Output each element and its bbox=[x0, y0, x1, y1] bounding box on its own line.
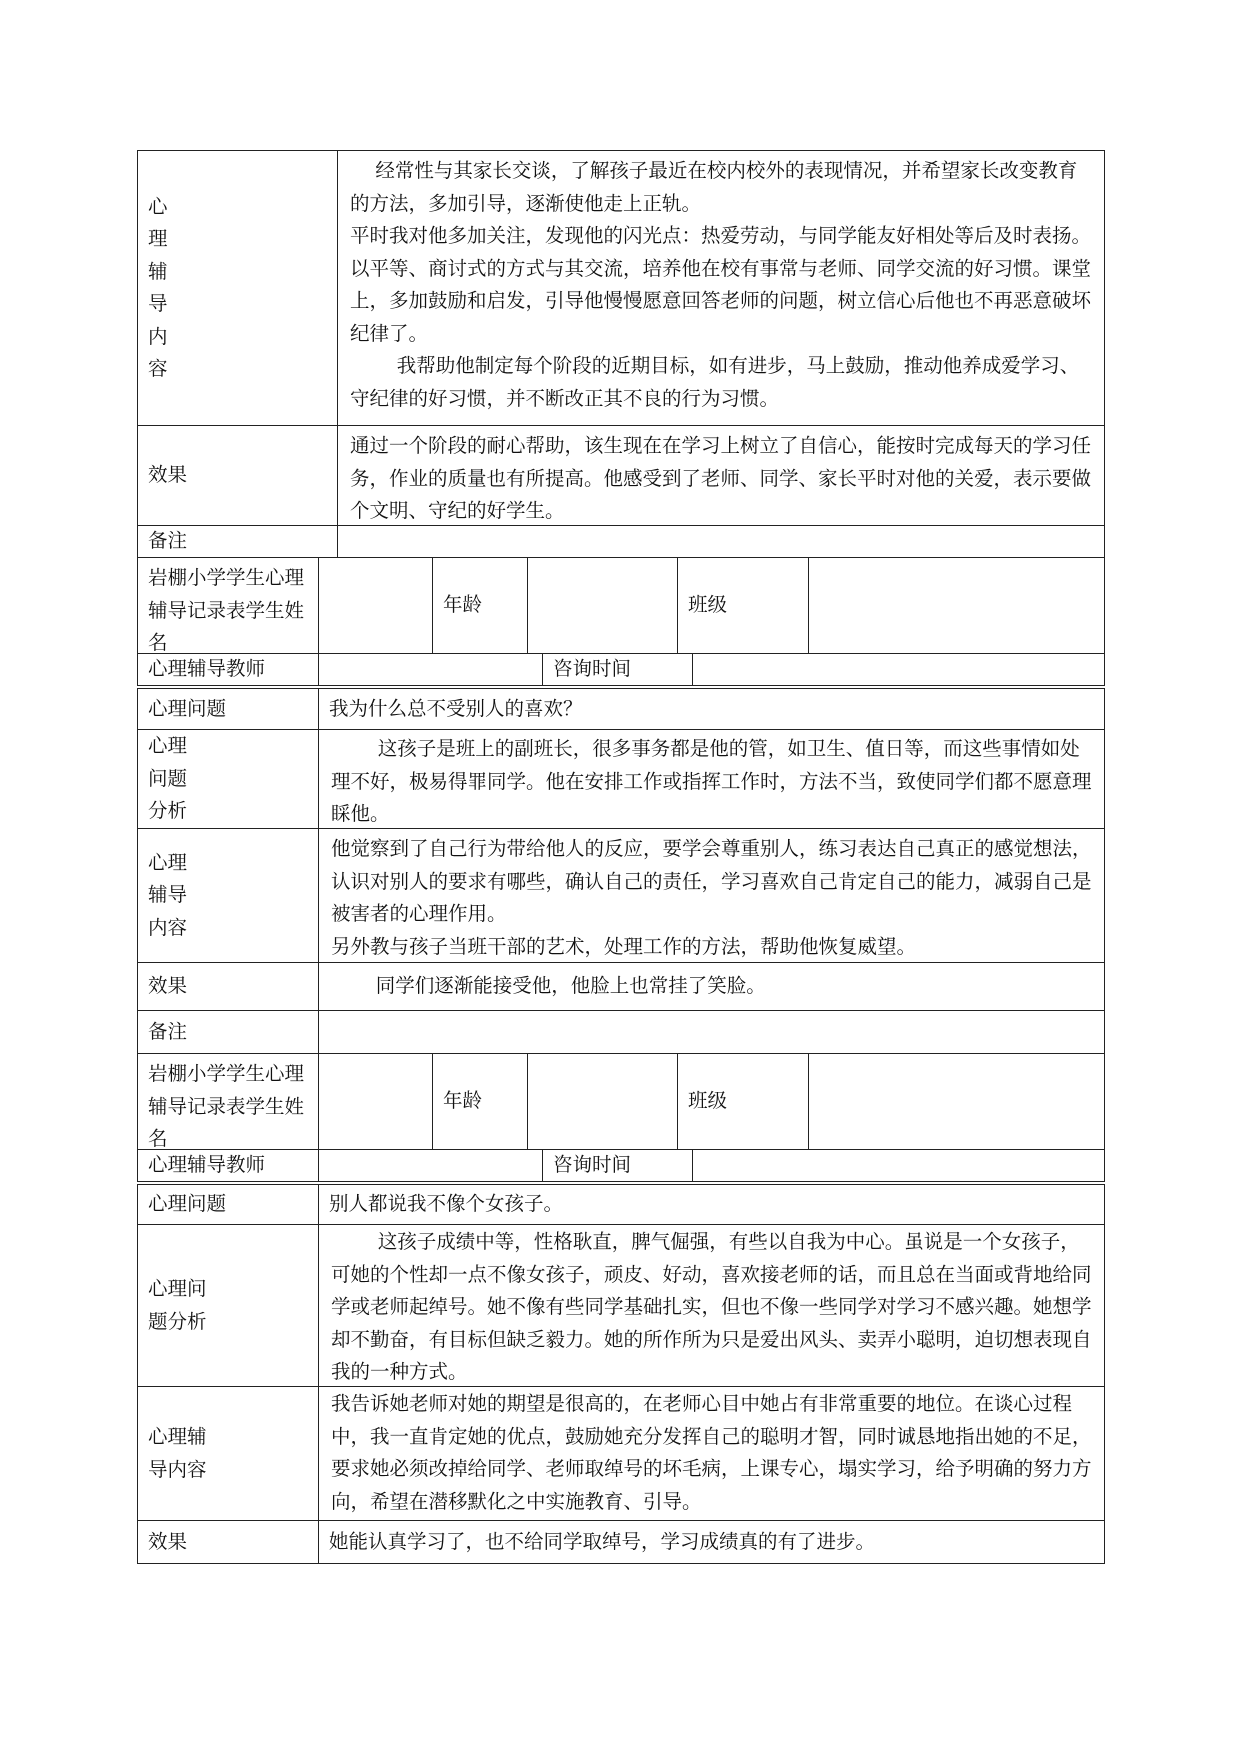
analysis-content: 这孩子成绩中等，性格耿直，脾气倔强，有些以自我为中心。虽说是一个女孩子，可她的个性却一点不像女孩子，顽皮、好动，喜欢接老师的话，而且总在当面或背地给同学或老师起绰号。她不像有些同学基础扎实，但也不像一些同学对学习不感兴趣。她想学却不勤奋，有目标但缺乏毅力。她的所作所为只是爱出风头、卖弄小聪明，迫切想表现自我的一种方式。 bbox=[331, 1230, 1092, 1383]
remark-value bbox=[319, 1011, 1104, 1053]
guidance-para: 他觉察到了自己行为带给他人的反应，要学会尊重别人，练习表达自己真正的感觉想法，认识对别人的要求有哪些，确认自己的责任，学习喜欢自己肯定自己的能力，减弱自己是被害者的心理作用。 bbox=[331, 837, 1092, 925]
guidance-label: 心理 辅导 内容 bbox=[138, 829, 319, 962]
class-value bbox=[809, 1054, 1104, 1149]
analysis-row bbox=[137, 1225, 1105, 1387]
age-label: 年龄 bbox=[433, 1054, 528, 1149]
teacher-label: 心理辅导教师 bbox=[138, 654, 319, 685]
effect-row bbox=[137, 1521, 1105, 1564]
time-label: 咨询时间 bbox=[543, 654, 693, 685]
time-value bbox=[693, 654, 1104, 685]
effect-content: 她能认真学习了，也不给同学取绰号，学习成绩真的有了进步。 bbox=[329, 1529, 876, 1553]
student-name-value bbox=[319, 1054, 433, 1149]
guidance-para: 经常性与其家长交谈，了解孩子最近在校内校外的表现情况，并希望家长改变教育的方法，多加引导，逐渐使他走上正轨。 bbox=[350, 159, 1078, 215]
teacher-label: 心理辅导教师 bbox=[138, 1150, 319, 1181]
guidance-content bbox=[319, 829, 1104, 962]
guidance-row bbox=[137, 1387, 1105, 1521]
remark-label: 备注 bbox=[138, 1011, 319, 1053]
effect-label: 效果 bbox=[138, 963, 319, 1010]
analysis-label: 心理 问题 分析 bbox=[138, 730, 319, 828]
teacher-value bbox=[319, 654, 543, 685]
remark-label: 备注 bbox=[138, 526, 338, 557]
teacher-value bbox=[319, 1150, 543, 1181]
guidance-content bbox=[338, 151, 1104, 425]
class-label: 班级 bbox=[678, 1054, 809, 1149]
teacher-row bbox=[137, 654, 1105, 686]
effect-label: 效果 bbox=[138, 426, 338, 525]
analysis-content: 这孩子是班上的副班长，很多事务都是他的管，如卫生、值日等，而这些事情如处理不好，极易得罪同学。他在安排工作或指挥工作时，方法不当，致使同学们都不愿意理睬他。 bbox=[331, 737, 1092, 825]
time-label: 咨询时间 bbox=[543, 1150, 693, 1181]
teacher-row bbox=[137, 1150, 1105, 1182]
problem-value: 我为什么总不受别人的喜欢？ bbox=[329, 696, 583, 720]
guidance-content: 我告诉她老师对她的期望是很高的，在老师心目中她占有非常重要的地位。在谈心过程中，我一直肯定她的优点，鼓励她充分发挥自己的聪明才智，同时诚恳地指出她的不足，要求她必须改掉给同学、老师取绰号的坏毛病，上课专心，塌实学习，给予明确的努力方向，希望在潜移默化之中实施教育、引导。 bbox=[331, 1392, 1092, 1513]
class-label: 班级 bbox=[678, 558, 809, 653]
guidance-row bbox=[137, 829, 1105, 963]
student-name-label: 岩棚小学学生心理辅导记录表学生姓名 bbox=[138, 558, 319, 653]
remark-row bbox=[137, 526, 1105, 558]
student-name-label: 岩棚小学学生心理辅导记录表学生姓名 bbox=[138, 1054, 319, 1149]
age-label: 年龄 bbox=[433, 558, 528, 653]
guidance-para: 我帮助他制定每个阶段的近期目标，如有进步，马上鼓励，推动他养成爱学习、守纪律的好习惯，并不断改正其不良的行为习惯。 bbox=[350, 354, 1080, 410]
guidance-row bbox=[137, 150, 1105, 426]
guidance-label: 心理辅 导内容 bbox=[138, 1387, 319, 1520]
analysis-label: 心理问 题分析 bbox=[138, 1225, 319, 1386]
effect-row bbox=[137, 963, 1105, 1011]
guidance-label: 心 理 辅 导 内 容 bbox=[138, 151, 338, 425]
remark-value bbox=[338, 526, 1104, 557]
analysis-row bbox=[137, 730, 1105, 829]
time-value bbox=[693, 1150, 1104, 1181]
problem-value: 别人都说我不像个女孩子。 bbox=[329, 1192, 564, 1216]
effect-content: 通过一个阶段的耐心帮助，该生现在在学习上树立了自信心，能按时完成每天的学习任务，作业的质量也有所提高。他感受到了老师、同学、家长平时对他的关爱，表示要做个文明、守纪的好学生。 bbox=[350, 434, 1092, 522]
effect-content: 同学们逐渐能接受他，他脸上也常挂了笑脸。 bbox=[375, 974, 766, 998]
remark-row bbox=[137, 1011, 1105, 1054]
problem-label: 心理问题 bbox=[138, 689, 319, 729]
guidance-para: 平时我对他多加关注，发现他的闪光点：热爱劳动，与同学能友好相处等后及时表扬。以平等、商讨式的方式与其交流，培养他在校有事常与老师、同学交流的好习惯。课堂上，多加鼓励和启发，引导他慢慢愿意回答老师的问题，树立信心后他也不再恶意破坏纪律了。 bbox=[350, 224, 1092, 345]
problem-label: 心理问题 bbox=[138, 1185, 319, 1224]
age-value bbox=[528, 1054, 678, 1149]
age-value bbox=[528, 558, 678, 653]
guidance-para: 另外教与孩子当班干部的艺术，处理工作的方法，帮助他恢复威望。 bbox=[331, 934, 917, 958]
class-value bbox=[809, 558, 1104, 653]
effect-label: 效果 bbox=[138, 1521, 319, 1563]
record-table bbox=[137, 150, 1105, 1564]
student-info-row bbox=[137, 558, 1105, 654]
effect-row bbox=[137, 426, 1105, 526]
student-info-row bbox=[137, 1054, 1105, 1150]
problem-row bbox=[137, 1184, 1105, 1225]
problem-row bbox=[137, 688, 1105, 730]
student-name-value bbox=[319, 558, 433, 653]
